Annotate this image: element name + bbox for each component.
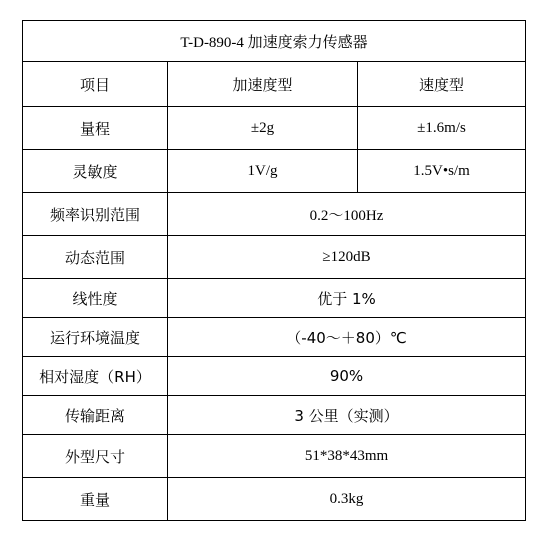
header-velocity-type: 速度型 bbox=[358, 62, 526, 107]
row-label: 线性度 bbox=[23, 279, 168, 318]
title-row bbox=[23, 21, 526, 62]
table-title: T-D-890-4 加速度索力传感器 bbox=[23, 21, 526, 62]
row-value: 优于 1% bbox=[168, 279, 526, 318]
row-label: 重量 bbox=[23, 478, 168, 521]
row-value: 51*38*43mm bbox=[168, 435, 526, 478]
table-row-dimensions bbox=[23, 435, 526, 478]
row-value: 0.3kg bbox=[168, 478, 526, 521]
table-row-temperature bbox=[23, 318, 526, 357]
row-label: 动态范围 bbox=[23, 236, 168, 279]
accel-value: ±2g bbox=[168, 107, 358, 150]
header-item: 项目 bbox=[23, 62, 168, 107]
row-label: 频率识别范围 bbox=[23, 193, 168, 236]
table-row-humidity bbox=[23, 357, 526, 396]
table-row-sensitivity bbox=[23, 150, 526, 193]
row-value: 0.2～100Hz bbox=[168, 193, 526, 236]
table-row-weight bbox=[23, 478, 526, 521]
row-label: 运行环境温度 bbox=[23, 318, 168, 357]
table-row-frequency bbox=[23, 193, 526, 236]
row-value: ≥120dB bbox=[168, 236, 526, 279]
row-value: 90% bbox=[168, 357, 526, 396]
header-accel-type: 加速度型 bbox=[168, 62, 358, 107]
row-label: 量程 bbox=[23, 107, 168, 150]
header-row bbox=[23, 62, 526, 107]
table-row-range bbox=[23, 107, 526, 150]
row-label: 外型尺寸 bbox=[23, 435, 168, 478]
row-label: 灵敏度 bbox=[23, 150, 168, 193]
row-value: （-40～＋80）℃ bbox=[168, 318, 526, 357]
table-row-dynamic-range bbox=[23, 236, 526, 279]
row-label: 相对湿度（RH） bbox=[23, 357, 168, 396]
table-row-linearity bbox=[23, 279, 526, 318]
row-label: 传输距离 bbox=[23, 396, 168, 435]
row-value: 3 公里（实测） bbox=[168, 396, 526, 435]
velocity-value: ±1.6m/s bbox=[358, 107, 526, 150]
velocity-value: 1.5V•s/m bbox=[358, 150, 526, 193]
accel-value: 1V/g bbox=[168, 150, 358, 193]
table-row-distance bbox=[23, 396, 526, 435]
spec-table bbox=[22, 20, 526, 521]
